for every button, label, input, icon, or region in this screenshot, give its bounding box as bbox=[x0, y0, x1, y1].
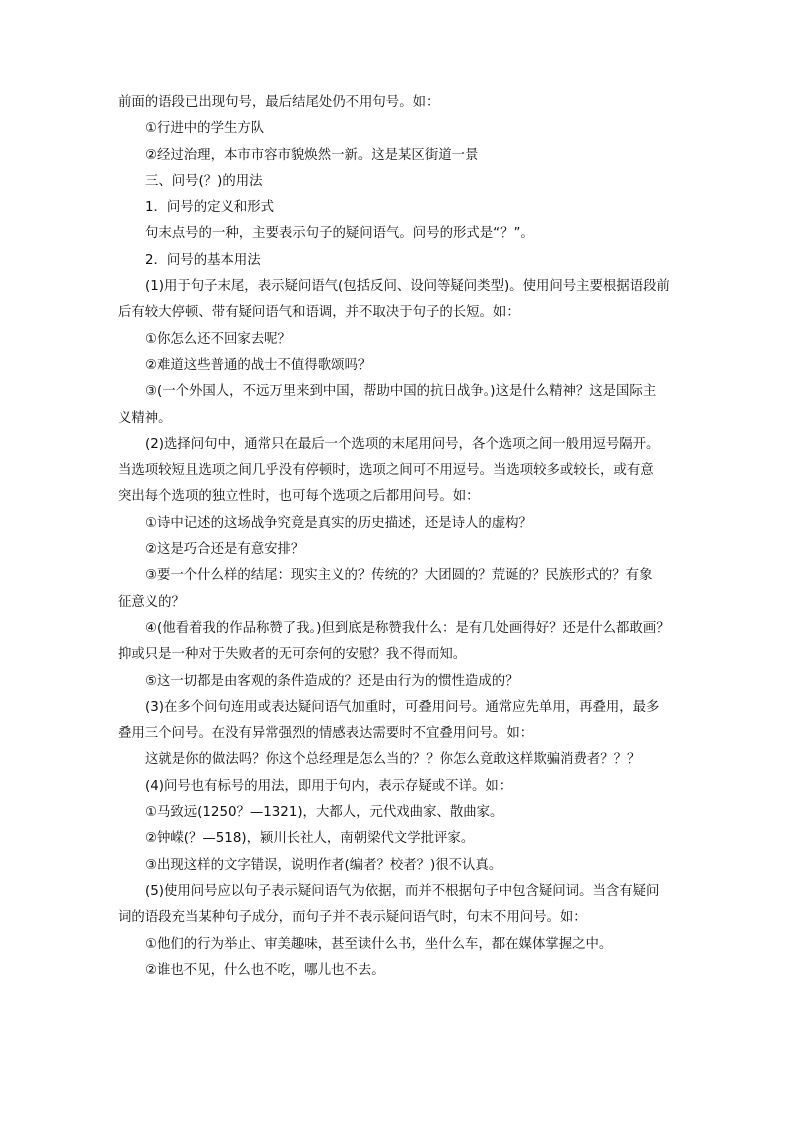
text-line: ①行进中的学生方队 bbox=[145, 121, 265, 137]
text-line: 词的语段充当某种句子成分，而句子并不表示疑问语气时，句末不用问号。如： bbox=[118, 910, 587, 926]
text-line: ②这是巧合还是有意安排？ bbox=[145, 542, 305, 558]
text-line: ①诗中记述的这场战争究竟是真实的历史描述，还是诗人的虚构？ bbox=[145, 515, 532, 531]
text-line: ③(一个外国人，不远万里来到中国，帮助中国的抗日战争。)这是什么精神？这是国际主 bbox=[145, 384, 657, 400]
text-line: (5)使用问号应以句子表示疑问语气为依据，而并不根据句子中包含疑问词。当含有疑问 bbox=[145, 883, 660, 899]
text-line: ⑤这一切都是由客观的条件造成的？还是由行为的惯性造成的？ bbox=[145, 673, 519, 689]
text-line: 抑或只是一种对于失败者的无可奈何的安慰？我不得而知。 bbox=[118, 647, 467, 663]
text-line: 叠用三个问号。在没有异常强烈的情感表达需要时不宜叠用问号。如： bbox=[118, 726, 534, 742]
text-line: ①马致远(1250？—1321)，大都人，元代戏曲家、散曲家。 bbox=[145, 805, 504, 821]
text-line: 三、问号(？)的用法 bbox=[145, 173, 263, 189]
text-line: (1)用于句子末尾，表示疑问语气(包括反问、设问等疑问类型)。使用问号主要根据语段前 bbox=[145, 279, 670, 295]
text-line: ②钟嵘(？—518)，颍川长社人，南朝梁代文学批评家。 bbox=[145, 831, 475, 847]
text-line: 后有较大停顿、带有疑问语气和语调，并不取决于句子的长短。如： bbox=[118, 305, 520, 321]
text-line: ③要一个什么样的结尾：现实主义的？传统的？大团圆的？荒诞的？民族形式的？有象 bbox=[145, 568, 653, 584]
text-line: 2．问号的基本用法 bbox=[145, 252, 261, 268]
text-line: 这就是你的做法吗？你这个总经理是怎么当的？？你怎么竟敢这样欺骗消费者？？？ bbox=[145, 752, 641, 768]
text-line: ①他们的行为举止、审美趣味，甚至读什么书，坐什么车，都在媒体掌握之中。 bbox=[145, 936, 613, 952]
text-line: 突出每个选项的独立性时，也可每个选项之后都用问号。如： bbox=[118, 489, 480, 505]
text-line: ②谁也不见，什么也不吃，哪儿也不去。 bbox=[145, 962, 385, 978]
text-line: (4)问号也有标号的用法，即用于句内，表示存疑或不详。如： bbox=[145, 778, 513, 794]
text-line: (2)选择问句中，通常只在最后一个选项的末尾用问号，各个选项之间一般用逗号隔开。 bbox=[145, 436, 660, 452]
document-body bbox=[118, 90, 686, 984]
text-line: 句末点号的一种，主要表示句子的疑问语气。问号的形式是“？”。 bbox=[145, 226, 534, 242]
text-line: ①你怎么还不回家去呢？ bbox=[145, 331, 291, 347]
text-line: ②经过治理，本市市容市貌焕然一新。这是某区街道一景 bbox=[145, 147, 479, 163]
text-line: ③出现这样的文字错误，说明作者(编者？校者？)很不认真。 bbox=[145, 857, 503, 873]
text-line: 当选项较短且选项之间几乎没有停顿时，选项之间可不用逗号。当选项较多或较长，或有意 bbox=[118, 463, 654, 479]
text-line: 征意义的？ bbox=[118, 594, 185, 610]
text-line: (3)在多个问句连用或表达疑问语气加重时，可叠用问号。通常应先单用，再叠用，最多 bbox=[145, 699, 660, 715]
text-line: ④(他看着我的作品称赞了我。)但到底是称赞我什么：是有几处画得好？还是什么都敢画？ bbox=[145, 620, 670, 636]
text-line: 前面的语段已出现句号，最后结尾处仍不用句号。如： bbox=[118, 95, 440, 110]
text-line: ②难道这些普通的战士不值得歌颂吗？ bbox=[145, 357, 372, 373]
text-line: 义精神。 bbox=[118, 410, 172, 426]
text-line: 1．问号的定义和形式 bbox=[145, 200, 275, 216]
